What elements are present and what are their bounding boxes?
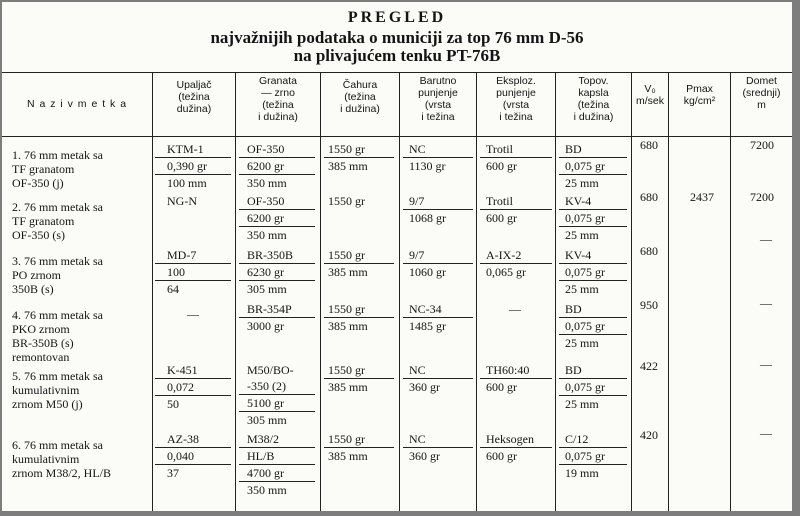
row-6-eksploz-weight: 600 gr xyxy=(486,449,517,463)
document-subtitle-line1: najvažnijih podataka o municiji za top 76 mm D-56 xyxy=(210,28,584,47)
row-2-pmax: 2437 xyxy=(690,190,714,204)
row-1-name: 1. 76 mm metak sa TF granatom OF-350 (j) xyxy=(12,148,103,190)
column-divider xyxy=(555,72,556,511)
row-3-topov-type: KV-4 xyxy=(565,248,592,262)
row-3-cahura-length: 385 mm xyxy=(328,265,368,279)
row-4-name: 4. 76 mm metak sa PKO zrnom BR-350B (s) remontovan xyxy=(12,308,103,364)
underline xyxy=(559,464,627,465)
column-divider xyxy=(476,72,477,511)
row-4-topov-type: BD xyxy=(565,302,582,316)
row-5-name: 5. 76 mm metak sa kumulativnim zrnom M50 (j) xyxy=(12,369,103,411)
underline xyxy=(239,174,315,175)
row-1-upaljac-type: KTM-1 xyxy=(167,142,204,156)
row-6-barutno-type: NC xyxy=(409,432,426,446)
row-5-topov-type: BD xyxy=(565,363,582,377)
underline xyxy=(559,263,627,264)
row-4-upaljac-type: — xyxy=(187,307,199,321)
header-granata: Granata — zrno (težina i dužina) xyxy=(258,75,298,123)
row-2-eksploz-type: Trotil xyxy=(486,194,513,208)
row-2-barutno-weight: 1068 gr xyxy=(409,211,446,225)
row-6-cahura-length: 385 mm xyxy=(328,449,368,463)
row-3-upaljac-weight: 100 xyxy=(167,265,185,279)
row-6-upaljac-weight: 0,040 xyxy=(167,449,194,463)
row-5-eksploz-type: TH60:40 xyxy=(486,363,530,377)
underline xyxy=(155,263,231,264)
underline xyxy=(324,378,394,379)
row-3-v0: 680 xyxy=(640,244,658,258)
underline xyxy=(559,447,627,448)
row-5-topov-weight: 0,075 gr xyxy=(565,380,605,394)
row-2-granata-length: 350 mm xyxy=(247,228,287,242)
underline xyxy=(324,447,394,448)
row-3-cahura-weight: 1550 gr xyxy=(328,248,365,262)
row-1-barutno-weight: 1130 gr xyxy=(409,159,446,173)
header-barutno-punjenje: Barutno punjenje (vrsta i težina xyxy=(418,75,458,123)
row-1-cahura-length: 385 mm xyxy=(328,159,368,173)
document-page xyxy=(2,2,792,511)
header-naziv-metka: N a z i v m e t k a xyxy=(26,98,128,110)
underline xyxy=(559,226,627,227)
row-2-topov-length: 25 mm xyxy=(565,228,599,242)
underline xyxy=(239,317,315,318)
underline xyxy=(324,317,394,318)
row-4-v0: 950 xyxy=(640,298,658,312)
underline xyxy=(480,447,552,448)
underline xyxy=(403,263,473,264)
row-5-upaljac-type: K-451 xyxy=(167,363,198,377)
row-1-domet: 7200 xyxy=(750,138,774,152)
row-5-v0: 422 xyxy=(640,359,658,373)
row-2-cahura-weight: 1550 gr xyxy=(328,194,365,208)
underline xyxy=(239,447,315,448)
underline xyxy=(559,280,627,281)
row-5-cahura-length: 385 mm xyxy=(328,380,368,394)
row-3-name: 3. 76 mm metak sa PO zrnom 350B (s) xyxy=(12,254,103,296)
underline xyxy=(155,395,231,396)
underline xyxy=(403,209,473,210)
row-3-upaljac-length: 64 xyxy=(167,282,179,296)
header-pmax: Pmax kg/cm² xyxy=(683,83,716,107)
row-3-granata-weight: 6230 gr xyxy=(247,265,284,279)
underline xyxy=(239,209,315,210)
row-2-topov-weight: 0,075 gr xyxy=(565,211,605,225)
underline xyxy=(155,447,231,448)
row-1-cahura-weight: 1550 gr xyxy=(328,142,365,156)
underline xyxy=(155,378,231,379)
row-6-cahura-weight: 1550 gr xyxy=(328,432,365,446)
row-4-cahura-weight: 1550 gr xyxy=(328,302,365,316)
header-upaljac: Upaljač (težina dužina) xyxy=(176,79,212,115)
underline xyxy=(239,226,315,227)
row-5-domet: — xyxy=(760,357,772,371)
row-1-topov-weight: 0,075 gr xyxy=(565,159,605,173)
row-1-eksploz-weight: 600 gr xyxy=(486,159,517,173)
row-6-name: 6. 76 mm metak sa kumulativnim zrnom M38/2, HL/B xyxy=(12,438,111,480)
underline xyxy=(239,411,315,412)
row-3-barutno-weight: 1060 gr xyxy=(409,265,446,279)
underline xyxy=(403,157,473,158)
underline xyxy=(559,157,627,158)
underline xyxy=(239,464,315,465)
row-5-topov-length: 25 mm xyxy=(565,397,599,411)
underline xyxy=(480,378,552,379)
column-divider xyxy=(730,72,731,511)
column-divider xyxy=(320,72,321,511)
underline xyxy=(155,174,231,175)
underline xyxy=(403,378,473,379)
row-2-granata-type: OF-350 xyxy=(247,194,285,208)
underline xyxy=(239,394,315,395)
row-6-topov-length: 19 mm xyxy=(565,466,599,480)
row-5-barutno-weight: 360 gr xyxy=(409,380,440,394)
row-4-eksploz-type: — xyxy=(509,302,521,316)
row-1-topov-length: 25 mm xyxy=(565,176,599,190)
underline xyxy=(155,464,231,465)
row-4-granata-weight: 3000 gr xyxy=(247,319,284,333)
row-5-granata-weight: 5100 gr xyxy=(247,396,284,410)
column-divider xyxy=(631,72,632,511)
row-5-upaljac-length: 50 xyxy=(167,397,179,411)
underline xyxy=(239,157,315,158)
underline xyxy=(239,280,315,281)
header-v0: V₀ m/sek xyxy=(635,83,664,107)
row-3-eksploz-type: A-IX-2 xyxy=(486,248,522,262)
row-3-topov-length: 25 mm xyxy=(565,282,599,296)
row-6-granata-type-cont: HL/B xyxy=(247,449,275,463)
underline xyxy=(403,317,473,318)
header-eksploz-punjenje: Eksploz. punjenje (vrsta i težina xyxy=(496,75,536,123)
underline xyxy=(559,334,627,335)
header-topov-kapsla: Topov. kapsla (težina i dužina) xyxy=(573,75,614,123)
column-divider xyxy=(399,72,400,511)
row-5-granata-length: 305 mm xyxy=(247,413,287,427)
row-3-domet: — xyxy=(760,232,772,246)
row-1-v0: 680 xyxy=(640,138,658,152)
row-5-granata-type-cont: -350 (2) xyxy=(247,379,286,393)
underline xyxy=(559,378,627,379)
underline xyxy=(155,157,231,158)
row-2-v0: 680 xyxy=(640,190,658,204)
underline xyxy=(559,395,627,396)
row-1-barutno-type: NC xyxy=(409,142,426,156)
row-2-granata-weight: 6200 gr xyxy=(247,211,284,225)
row-1-eksploz-type: Trotil xyxy=(486,142,513,156)
column-divider xyxy=(152,72,153,511)
row-3-granata-length: 305 mm xyxy=(247,282,287,296)
row-5-cahura-weight: 1550 gr xyxy=(328,363,365,377)
row-6-granata-weight: 4700 gr xyxy=(247,466,284,480)
row-5-upaljac-weight: 0,072 xyxy=(167,380,194,394)
row-6-v0: 420 xyxy=(640,428,658,442)
header-domet: Domet (srednji) m xyxy=(742,75,781,111)
underline xyxy=(480,157,552,158)
row-3-eksploz-weight: 0,065 gr xyxy=(486,265,526,279)
underline xyxy=(324,263,394,264)
row-5-granata-type: M50/BO- xyxy=(247,363,294,377)
underline xyxy=(403,447,473,448)
underline xyxy=(559,174,627,175)
row-3-barutno-type: 9/7 xyxy=(409,248,425,262)
underline xyxy=(324,157,394,158)
row-1-granata-type: OF-350 xyxy=(247,142,285,156)
row-6-granata-type: M38/2 xyxy=(247,432,280,446)
row-4-domet: — xyxy=(760,296,772,310)
row-4-topov-length: 25 mm xyxy=(565,336,599,350)
row-1-granata-weight: 6200 gr xyxy=(247,159,284,173)
underline xyxy=(239,481,315,482)
underline xyxy=(559,317,627,318)
column-divider xyxy=(235,72,236,511)
underline xyxy=(480,263,552,264)
row-4-topov-weight: 0,075 gr xyxy=(565,319,605,333)
row-6-upaljac-type: AZ-38 xyxy=(167,432,199,446)
row-6-barutno-weight: 360 gr xyxy=(409,449,440,463)
document-title: PREGLED xyxy=(347,9,447,26)
underline xyxy=(559,209,627,210)
row-2-topov-type: KV-4 xyxy=(565,194,592,208)
row-1-upaljac-weight: 0,390 gr xyxy=(167,159,207,173)
row-6-topov-type: C/12 xyxy=(565,432,589,446)
row-6-upaljac-length: 37 xyxy=(167,466,179,480)
row-5-eksploz-weight: 600 gr xyxy=(486,380,517,394)
row-1-topov-type: BD xyxy=(565,142,582,156)
table-header-rule xyxy=(2,136,792,137)
column-divider xyxy=(668,72,669,511)
row-2-domet: 7200 xyxy=(750,190,774,204)
row-2-eksploz-weight: 600 gr xyxy=(486,211,517,225)
row-4-granata-type: BR-354P xyxy=(247,302,292,316)
row-4-barutno-type: NC-34 xyxy=(409,302,442,316)
row-3-upaljac-type: MD-7 xyxy=(167,248,197,262)
header-cahura: Čahura (težina i dužina) xyxy=(340,79,380,115)
document-subtitle-line2: na plivajućem tenku PT-76B xyxy=(293,46,501,65)
row-1-upaljac-length: 100 mm xyxy=(167,176,207,190)
row-3-topov-weight: 0,075 gr xyxy=(565,265,605,279)
row-2-barutno-type: 9/7 xyxy=(409,194,425,208)
row-4-cahura-length: 385 mm xyxy=(328,319,368,333)
row-1-granata-length: 350 mm xyxy=(247,176,287,190)
row-5-barutno-type: NC xyxy=(409,363,426,377)
row-6-granata-length: 350 mm xyxy=(247,483,287,497)
row-2-name: 2. 76 mm metak sa TF granatom OF-350 (s) xyxy=(12,200,103,242)
row-4-barutno-weight: 1485 gr xyxy=(409,319,446,333)
row-6-topov-weight: 0,075 gr xyxy=(565,449,605,463)
table-top-rule xyxy=(2,72,792,73)
underline xyxy=(155,280,231,281)
row-3-granata-type: BR-350B xyxy=(247,248,294,262)
underline xyxy=(480,209,552,210)
row-2-upaljac-type: NG-N xyxy=(167,194,197,208)
underline xyxy=(239,263,315,264)
row-6-domet: — xyxy=(760,426,772,440)
row-6-eksploz-type: Heksogen xyxy=(486,432,534,446)
